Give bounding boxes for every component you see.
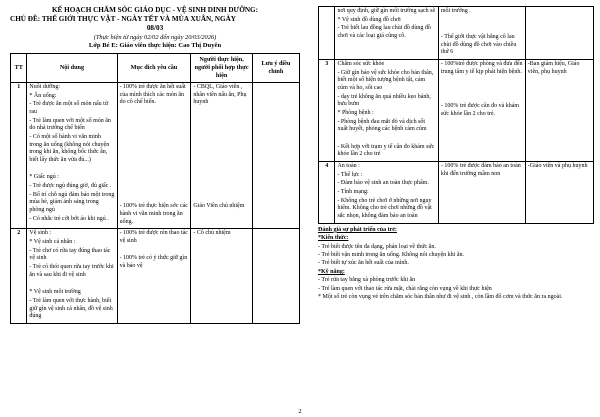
cell-luuy	[252, 229, 299, 323]
notes-line: * Một số trẻ còn vụng vẻ trên chăm sóc bản thân như đi vệ sinh , còn lầm đổ cơm và thức ăn ra ngoài.	[318, 294, 563, 301]
cell-nguoithuchien: -Ban giám hiệu, Giáo viên, phụ huynh	[525, 60, 593, 162]
document-title	[10, 6, 300, 33]
th-luuy: Lưu ý điều chỉnh	[252, 54, 299, 83]
cell-tt: 2	[11, 229, 27, 323]
title-line-1: KẾ HOẠCH CHĂM SÓC GIÁO DỤC - VỆ SINH DINH DƯỠNG:	[51, 6, 259, 14]
cell-nguoithuchien	[525, 7, 593, 60]
table-row	[319, 162, 594, 224]
table-row	[11, 229, 300, 323]
cell-mucdich: - 100% trẻ được đảm bảo an toàn khi đến trường mầm non	[438, 162, 525, 224]
notes-sub-kienthuc: *Kiến thức:	[318, 235, 349, 242]
table-header-row	[11, 54, 300, 83]
cell-noidung: Nuôi dưỡng: * Ăn uống: - Trẻ được ăn một số món nấu từ rau - Trẻ làm quen với một số món ăn do nhà trường chế biến - Có một số hành vi văn minh trong ăn uống (không nói chuyện trong khi ăn, không bốc thức ăn, biết lấy thức ăn vừa đủ...) * Giấc ngủ : - Trẻ được ngủ đúng giờ, đủ giấc . - Bố trí chỗ ngủ đảm bảo một trong mùa hè, giảm ánh sáng trong phòng ngủ - Có nhắc trẻ cởi bớt áo khi ngủ .	[27, 83, 117, 229]
document-subtitle: (Thực hiện từ ngày 02/02 đến ngày 20/03/2026)	[93, 34, 217, 41]
left-column	[10, 6, 300, 324]
class-teacher-line: Lớp Bé E: Giáo viên thực hiện: Cao Thị Duyên	[88, 42, 222, 50]
notes-heading: Đánh giá sự phát triển của trẻ:	[318, 226, 397, 233]
th-tt: TT	[11, 54, 27, 83]
page-number: 2	[298, 408, 302, 415]
cell-mucdich: - 100%trẻ được phòng và đưa đến trung tâm y tế kịp phát hiện bệnh. - 100% trẻ được cân đo và khám sức khỏe lần 2 cho trẻ.	[438, 60, 525, 162]
right-column	[318, 6, 594, 302]
table-row	[319, 60, 594, 162]
th-noidung: Nội dung	[27, 54, 117, 83]
cell-mucdich: môi trường . - Thế giới thực vật bằng cô lau chùi đồ dùng đồ chơi vào chiều thứ 6	[438, 7, 525, 60]
cell-mucdich: - 100% trẻ được rèn thao tác vệ sinh - 100% trẻ có ý thức giữ gìn và bảo vệ	[117, 229, 191, 323]
cell-noidung: nơi quy định, giữ gìn môi trường sạch sẽ * Vệ sinh đồ dùng đồ chơi - Trẻ biết lau đồng lau chùi đồ dùng đồ chơi và các loại giá cũng cô.	[335, 7, 438, 60]
notes-sub-kynang: *Kỹ năng:	[318, 268, 345, 275]
table-row	[319, 7, 594, 60]
cell-tt: 4	[319, 162, 335, 224]
cell-luuy	[252, 83, 299, 229]
th-nguoithuchien: Người thực hiện, người phối hợp thực hiện	[191, 54, 252, 83]
table-row	[11, 83, 300, 229]
cell-nguoithuchien: - Cô chủ nhiệm	[191, 229, 252, 323]
notes-line: - Trẻ biết được tên đa dạng, phán loại về thức ăn.	[318, 243, 436, 250]
cell-noidung: Vệ sinh : * Vệ sinh cá nhân : - Trẻ chơ có rửa tay đúng thao tác vệ sinh - Trẻ có thói quen rửa tay trước khi ăn và sau khi đi vệ sinh * Vệ sinh môi trường - Trẻ làm quen với thực hành, biết giữ gìn vệ sinh cá nhân, đồ vệ sinh đúng	[27, 229, 117, 323]
cell-tt: 1	[11, 83, 27, 229]
cell-tt: 3	[319, 60, 335, 162]
notes-line: - Trẻ làm quen với thao tác rửa mặt, chải răng còn vụng về khi thực hiện	[318, 285, 492, 292]
cell-nguoithuchien: - CBQL, Giáo viên , nhân viên nấu ăn, Phụ huynh Giáo Viên chủ nhiệm	[191, 83, 252, 229]
title-line-3: 08/03	[146, 24, 164, 32]
notes-line: - Trẻ biết vận minh trong ăn uống. Không nói chuyện khi ăn.	[318, 252, 464, 259]
cell-noidung: An toàn : - Thể lực : - Đảm bảo vệ sinh an toàn thực phẩm. - Tính mạng: - Không cho trẻ chơi ở những nơi nguy hiểm. Không cho trẻ chơi những đồ vật sắc nhọn, không đảm bảo an toàn	[335, 162, 438, 224]
th-mucdich: Mục đích yêu cầu	[117, 54, 191, 83]
plan-table-left	[10, 53, 300, 324]
cell-mucdich: - 100% trẻ được ăn hết suất của mình thích các món ăn do cô chế biến. - 100% trẻ thực hiện sớc các hành vi văn minh trong ăn uống.	[117, 83, 191, 229]
evaluation-notes	[318, 227, 594, 302]
title-line-2: CHỦ ĐỀ: THẾ GIỚI THỰC VẬT - NGÀY TẾT VÀ MÙA XUÂN, NGÀY	[10, 15, 236, 23]
notes-line: - Trẻ biết tự xúc ăn hết suất của mình.	[318, 260, 409, 267]
cell-tt	[319, 7, 335, 60]
cell-nguoithuchien: -Giáo viên và phụ huynh	[525, 162, 593, 224]
cell-noidung: Chăm sóc sức khỏe - Giữ gìn bảo vệ sức khỏe cho bản thân, biết một số hiện tượng bệnh tật, cảm cúm và ho, sốt cao - dạy trẻ không ăn quả nhiều kẹo bánh, bưu bưm * Phòng bệnh : - Phòng bệnh đau mắt đỏ và dịch sốt xuất huyết, phòng các bệnh cảm cúm - Kết hợp với trạm y tế cân đo khám sức khỏe lần 2 cho trẻ	[335, 60, 438, 162]
plan-table-right	[318, 6, 594, 224]
notes-line: - Trẻ rửa tay bằng xà phòng trước khi ăn	[318, 277, 416, 284]
